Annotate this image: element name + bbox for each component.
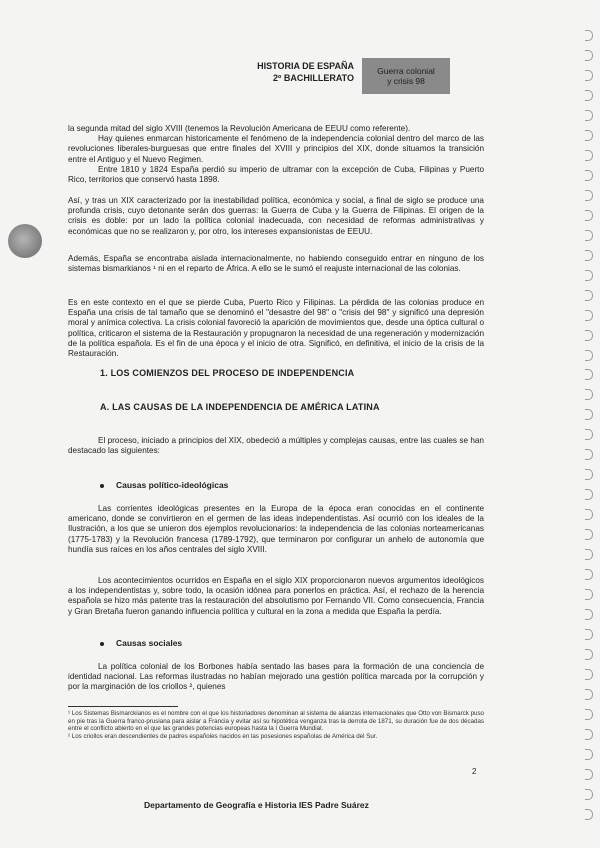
intro-paragraph: Además, España se encontraba aislada internacionalmente, no habiendo conseguido entrar en ninguno de los sistemas bismarkianos ¹ ni en el reparto de África. A ello se le sumó el reajuste internacional de las colonias. [68, 254, 484, 274]
footnote-rule [68, 706, 178, 707]
course-title: HISTORIA DE ESPAÑA [257, 61, 354, 71]
bullet-label: Causas sociales [116, 638, 183, 648]
topic-box [362, 58, 450, 94]
political-paragraph: Los acontecimientos ocurridos en España en el siglo XIX proporcionaron nuevos argumentos ideológicos a los independentistas y, sobre todo, la ocasión idónea para ponerlos en práctica. Así, el rechazo de la herencia española se hizo más patente tras la restauración del absolutismo por Fernando VII. Como consecuencia, Francia y Gran Bretaña fueron ganando influencia política y cultural en la zona a medida que España la perdía. [68, 576, 484, 616]
binder-rings [582, 30, 596, 820]
topic-line-1: Guerra colonial [377, 66, 435, 76]
intro-paragraph: Es en este contexto en el que se pierde Cuba, Puerto Rico y Filipinas. La pérdida de las colonias produce en España una crisis de tal tamaño que se denominó el "desastre del 98" o "crisis del 98" y significó una depresión moral y anímica colectiva. La crisis colonial favoreció la aparición de movimientos que, desde una óptica cultural o política, criticaron el sistema de la Restauración y propugnaron la necesidad de una regeneración y modernización de la política española. Es el fin de una época y el inicio de otra. Significó, en definitiva, el inicio de la crisis de la Restauración. [68, 298, 484, 359]
bullet-social [100, 638, 182, 648]
political-paragraph: Las corrientes ideológicas presentes en la Europa de la época eran conocidas en el continente americano, donde se convirtieron en el germen de las ideas independentistas. Así ocurrió con los ideales de la Ilustración, a los que se unieron dos ejemplos revolucionarios: la independencia de las colonias norteamericanas (1775-1783) y la Revolución francesa (1789-1792), que terminaron por configurar un anhelo de autonomía que hundía sus raíces en los años centrales del siglo XVIII. [68, 504, 484, 554]
department-footer: Departamento de Geografía e Historia IES Padre Suárez [144, 800, 369, 810]
footnote: ¹ Los Sistemas Bismarckianos es el nombre con el que los historiadores denominan al sistema de alianzas internacionales que Otto von Bismarck puso en pie tras la Guerra franco-prusiana para aislar a Francia y evitar así su hipotética venganza tras la derrota de 1871, su duración fue de dos décadas entre el conflicto abierto en el que las grandes potencias europeas hasta la I Guerra Mundial. [68, 710, 484, 733]
punch-hole [8, 224, 42, 258]
bullet-political [100, 480, 228, 490]
page-number: 2 [472, 767, 477, 776]
social-paragraph: La política colonial de los Borbones había sentado las bases para la formación de una conciencia de identidad nacional. Las reformas ilustradas no habían mejorado una gestión política marcada por la corrupción y por la marginación de los criollos ², quienes [68, 662, 484, 692]
bullet-dot [100, 484, 104, 488]
section-a-title: A. LAS CAUSAS DE LA INDEPENDENCIA DE AMÉRICA LATINA [100, 402, 380, 412]
intro-paragraph: Así, y tras un XIX caracterizado por la inestabilidad política, económica y social, a final de siglo se produce una profunda crisis, cuyo detonante serán dos guerras: la Guerra de Cuba y la Guerra de Filipinas. El origen de la crisis es doble: por un lado la política colonial inadecuada, con necesidad de reformas administrativas y económicas que no se realizaron y, por otro, los intereses expansionistas de EEUU. [68, 196, 484, 236]
intro-paragraph: Entre 1810 y 1824 España perdió su imperio de ultramar con la excepción de Cuba, Filipinas y Puerto Rico, territorios que conservó hasta 1898. [68, 164, 484, 185]
bullet-dot [100, 642, 104, 646]
bullet-label: Causas político-ideológicas [116, 480, 229, 490]
course-level: 2º BACHILLERATO [273, 73, 354, 83]
footnote: ² Los criollos eran descendientes de padres españoles nacidos en las posesiones españolas de América del Sur. [68, 732, 378, 740]
intro-block-1 [68, 124, 484, 185]
topic-line-2: y crisis 98 [387, 76, 425, 86]
intro-paragraph: Hay quienes enmarcan historicamente el fenómeno de la independencia colonial dentro del marco de las revoluciones liberales-burguesas que entre finales del XVIII y principios del XIX, donde situamos la transición entre el Antiguo y el Nuevo Regimen. [68, 134, 484, 164]
section-a-intro: El proceso, iniciado a principios del XIX, obedeció a múltiples y complejas causas, entre las cuales se han destacado las siguientes: [68, 436, 484, 456]
intro-paragraph: la segunda mitad del siglo XVIII (tenemos la Revolución Americana de EEUU como referente). [68, 124, 411, 133]
course-header [236, 60, 354, 84]
section-1-title: 1. LOS COMIENZOS DEL PROCESO DE INDEPENDENCIA [100, 368, 355, 378]
footnotes [68, 710, 484, 740]
